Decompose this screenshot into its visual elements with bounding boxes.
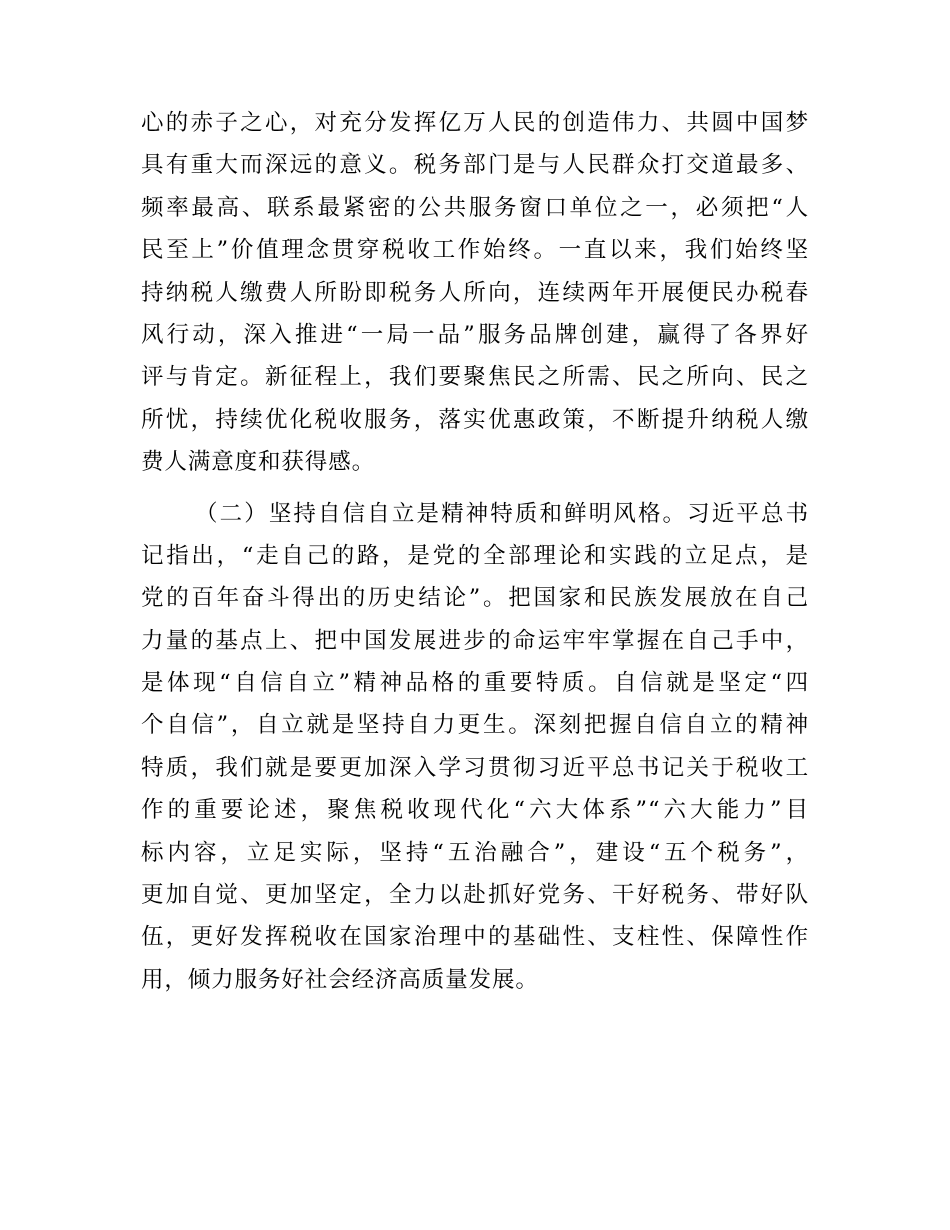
text-line: 更加自觉、更加坚定，全力以赴抓好党务、干好税务、带好队 — [141, 882, 809, 909]
text-line: 个自信”，自立就是坚持自力更生。深刻把握自信自立的精神 — [141, 712, 809, 739]
text-line: 用，倾力服务好社会经济高质量发展。 — [141, 966, 539, 993]
text-line: 特质，我们就是要更加深入学习贯彻习近平总书记关于税收工 — [141, 754, 809, 781]
paragraph-self-confidence — [141, 493, 809, 1002]
paragraph-people-first — [141, 102, 809, 484]
text-line: 是体现“自信自立”精神品格的重要特质。自信就是坚定“四 — [141, 670, 809, 697]
text-line: 标内容，立足实际，坚持“五治融合”，建设“五个税务”， — [141, 839, 809, 866]
text-line: 作的重要论述，聚焦税收现代化“六大体系”“六大能力”目 — [141, 797, 809, 824]
text-line: 力量的基点上、把中国发展进步的命运牢牢掌握在自己手中， — [141, 627, 809, 654]
text-line: 评与肯定。新征程上，我们要聚焦民之所需、民之所向、民之 — [141, 364, 809, 391]
text-line: 党的百年奋斗得出的历史结论”。把国家和民族发展放在自己 — [141, 585, 809, 612]
section-heading-line: （二）坚持自信自立是精神特质和鲜明风格。习近平总书 — [195, 500, 809, 527]
text-line: 风行动，深入推进“一局一品”服务品牌创建，赢得了各界好 — [141, 321, 809, 348]
text-line: 民至上”价值理念贯穿税收工作始终。一直以来，我们始终坚 — [141, 237, 809, 264]
text-line: 所忧，持续优化税收服务，落实优惠政策，不断提升纳税人缴 — [141, 406, 809, 433]
text-line: 记指出，“走自己的路，是党的全部理论和实践的立足点，是 — [141, 542, 809, 569]
text-line: 心的赤子之心，对充分发挥亿万人民的创造伟力、共圆中国梦 — [141, 110, 809, 136]
text-line: 具有重大而深远的意义。税务部门是与人民群众打交道最多、 — [141, 152, 809, 179]
body-text — [141, 102, 809, 1001]
text-line: 费人满意度和获得感。 — [141, 449, 376, 476]
text-line: 持纳税人缴费人所盼即税务人所向，连续两年开展便民办税春 — [141, 279, 809, 306]
text-line: 伍，更好发挥税收在国家治理中的基础性、支柱性、保障性作 — [141, 924, 809, 951]
text-line: 频率最高、联系最紧密的公共服务窗口单位之一，必须把“人 — [141, 194, 809, 221]
paragraph-spacer — [141, 484, 809, 493]
